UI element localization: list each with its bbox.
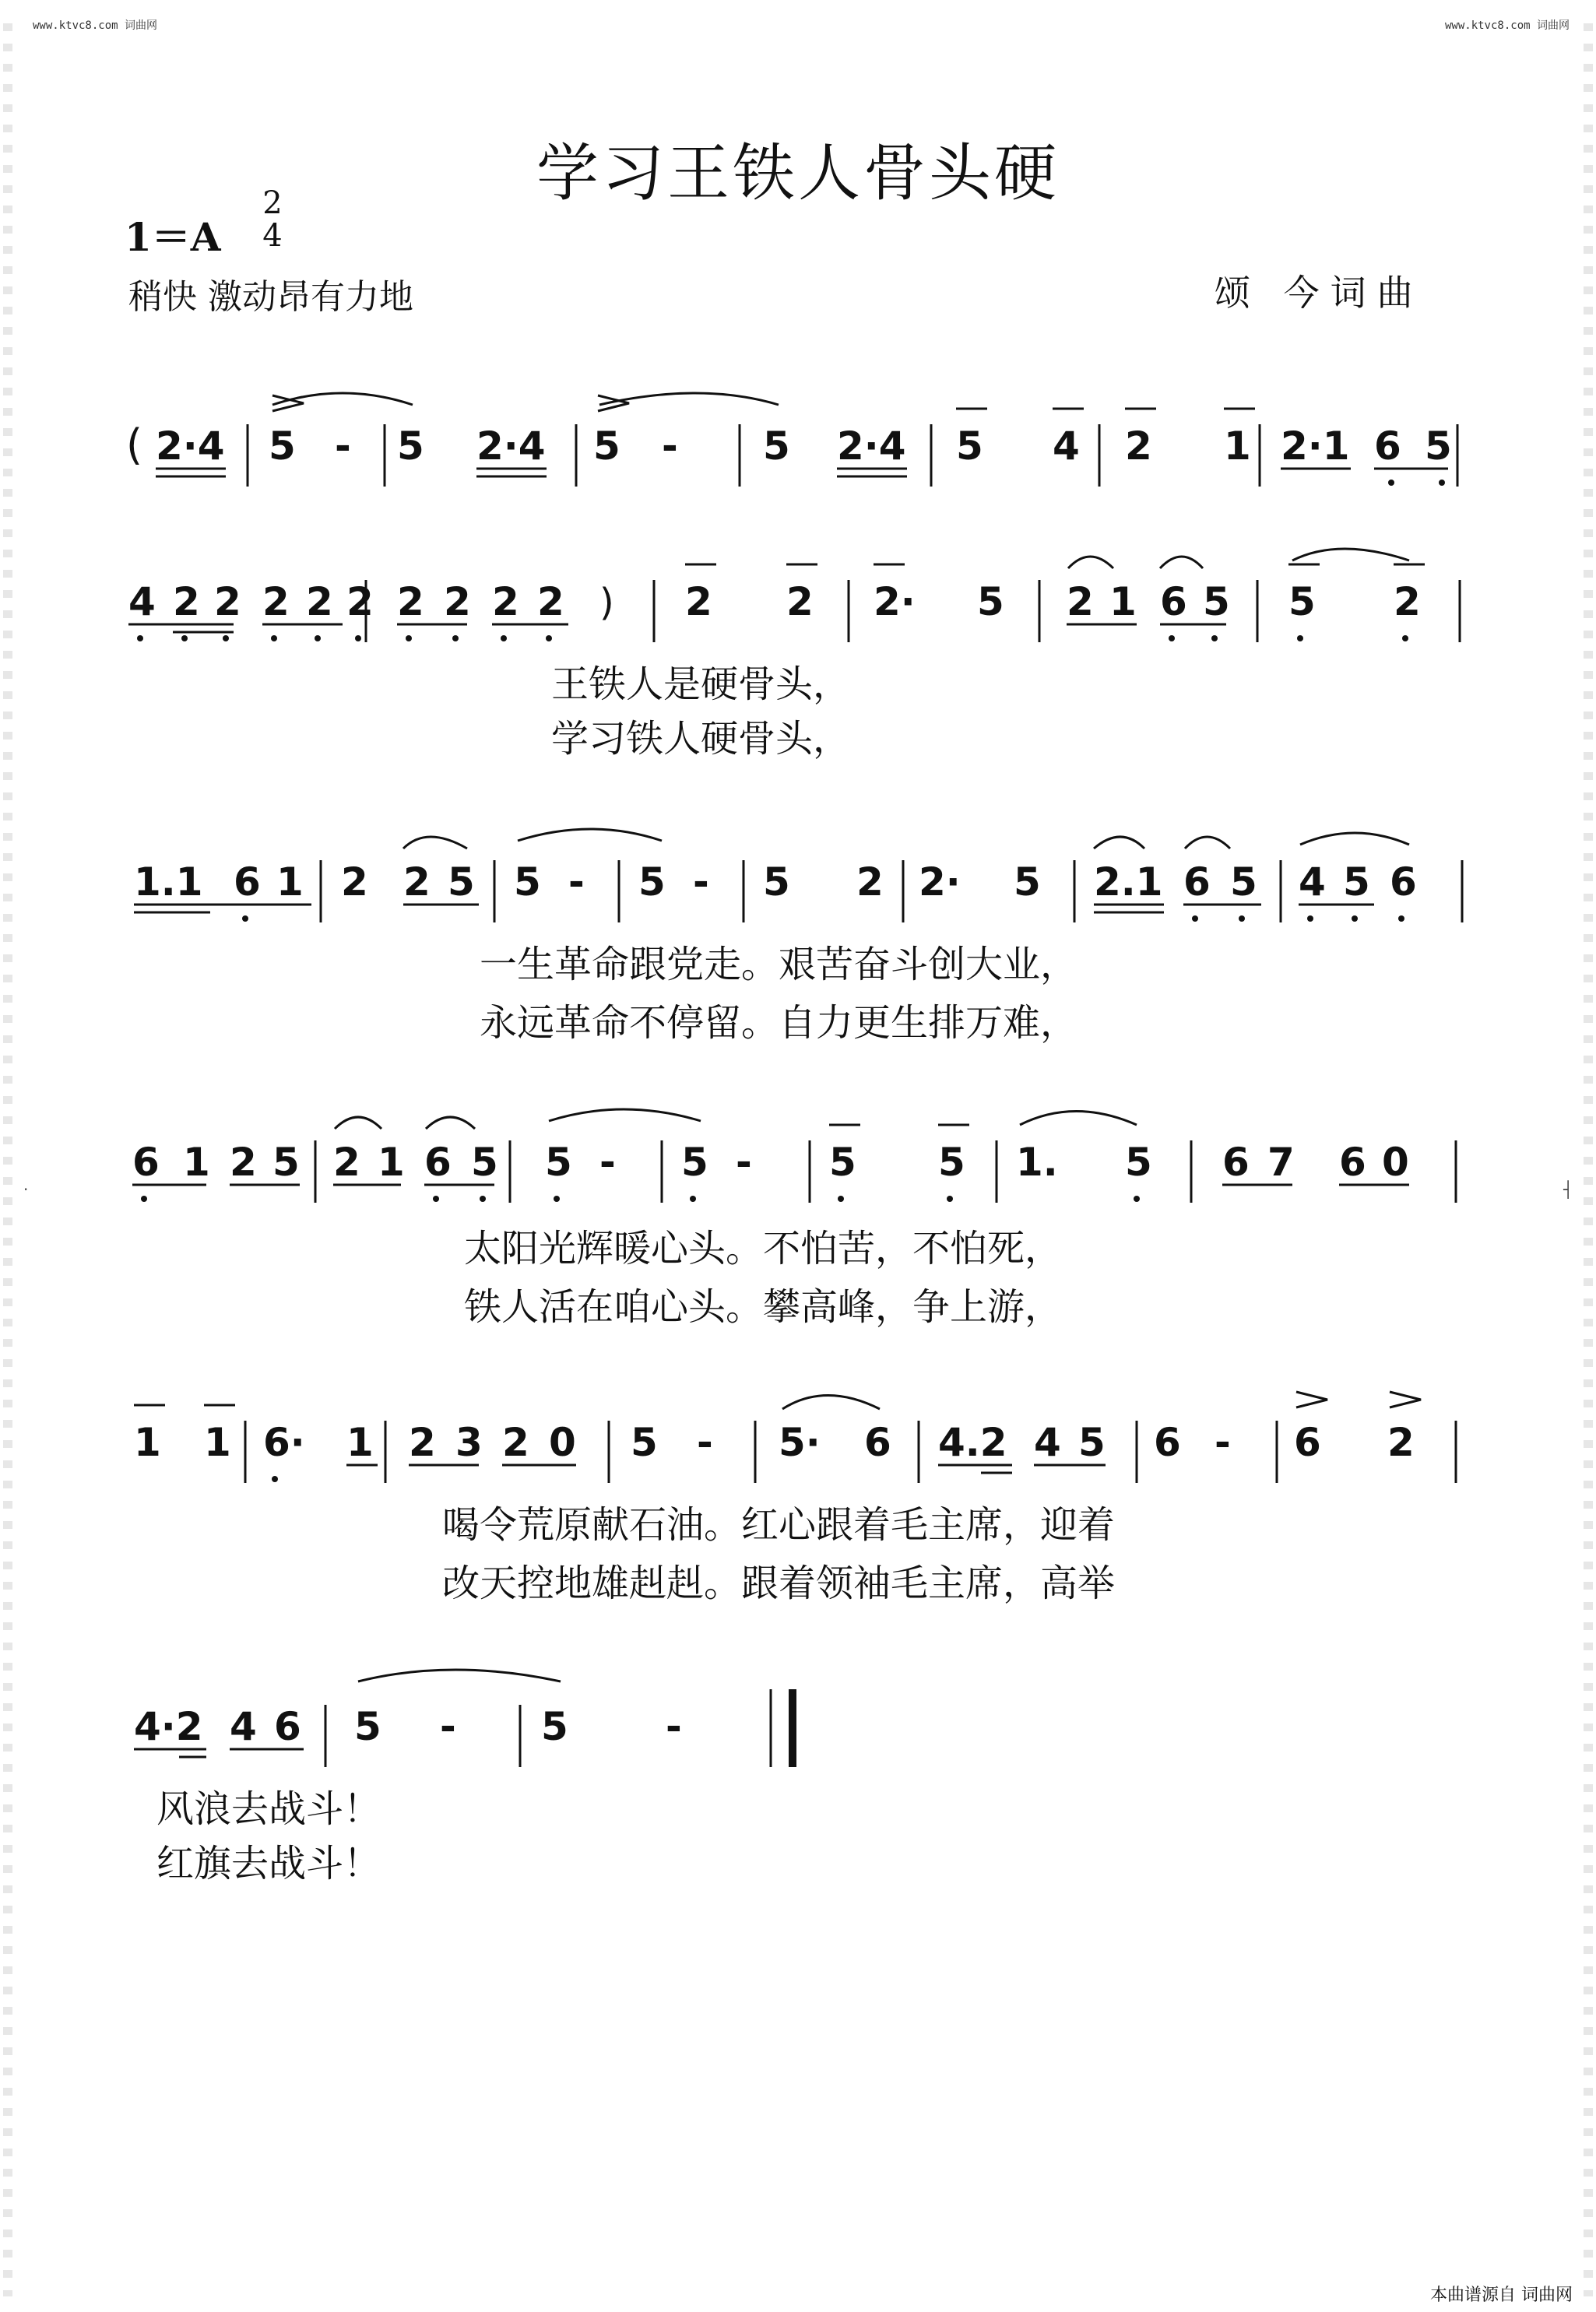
- key-signature: 1＝A: [125, 214, 221, 260]
- score-row-2-notation: [0, 560, 1596, 654]
- meter-bottom: 4: [262, 218, 283, 254]
- note-token: 5: [545, 1140, 572, 1185]
- note-token: 2: [230, 1140, 257, 1185]
- note-token: 2·: [919, 859, 961, 905]
- octave-dot: [480, 1196, 486, 1202]
- octave-dot: [690, 1196, 696, 1202]
- note-token: 1: [346, 1420, 374, 1465]
- note-token: 4: [128, 579, 156, 624]
- note-token: 7: [1267, 1140, 1295, 1185]
- score-row-5-notation: [0, 1401, 1596, 1495]
- lyric-line: 学习铁人硬骨头，: [550, 717, 851, 761]
- note-token: 2·: [874, 579, 916, 624]
- note-token: 5: [1203, 579, 1230, 624]
- header-left-site[interactable]: www.ktvc8.com 词曲网: [33, 19, 158, 32]
- octave-dot: [838, 1196, 844, 1202]
- slur: [1292, 549, 1409, 560]
- octave-dot: [1307, 915, 1313, 922]
- song-title: 学习王铁人骨头硬: [536, 137, 1060, 209]
- note-token: 2: [403, 859, 431, 905]
- note-token: 5: [541, 1704, 568, 1749]
- note-token: 2: [537, 579, 564, 624]
- note-token: 6: [1374, 423, 1401, 469]
- note-token: 2: [306, 579, 333, 624]
- note-token: 6: [1390, 859, 1417, 905]
- note-token: 1: [276, 859, 304, 905]
- octave-dot: [406, 635, 412, 641]
- note-token: 5: [1014, 859, 1041, 905]
- octave-dot: [1297, 635, 1303, 641]
- note-token: 5: [1230, 859, 1257, 905]
- slur: [1300, 833, 1409, 845]
- note-token: 2: [1067, 579, 1094, 624]
- note-token: 5: [1425, 423, 1452, 469]
- note-token: 5: [829, 1140, 856, 1185]
- score-row-2: [0, 560, 1596, 646]
- slur: [272, 393, 413, 405]
- lyric-row-1-v2: [0, 708, 1596, 761]
- lyric-line: 太阳光辉暖心头。不怕苦，不怕死，: [463, 1227, 1063, 1270]
- right-fold-mark: ┤: [1563, 1180, 1573, 1199]
- octave-dot: [1192, 915, 1198, 922]
- tempo-marking: 稍快 激动昂有力地: [128, 277, 413, 317]
- note-token: 2: [346, 579, 374, 624]
- note-token: 2: [333, 1140, 360, 1185]
- note-token: 5·: [779, 1420, 821, 1465]
- note-token: 4·2: [134, 1704, 203, 1749]
- note-token: 5: [1343, 859, 1370, 905]
- note-token: 6: [274, 1704, 301, 1749]
- octave-dot: [1169, 635, 1175, 641]
- slur: [426, 1117, 475, 1129]
- accent-mark: [1390, 1392, 1421, 1407]
- score-row-6-notation: [0, 1685, 1596, 1779]
- note-token: 5: [638, 859, 666, 905]
- lyric-row-1-v1: [0, 654, 1596, 706]
- note-token: -: [693, 859, 709, 905]
- lyric-row-2-v1: [0, 934, 1596, 986]
- slur: [335, 1117, 381, 1129]
- note-token: 5: [631, 1420, 658, 1465]
- octave-dot: [1402, 635, 1408, 641]
- note-token: 2: [1387, 1420, 1415, 1465]
- octave-dot: [554, 1196, 560, 1202]
- note-token: 6: [1154, 1420, 1181, 1465]
- note-token: 1: [204, 1420, 231, 1465]
- slur: [358, 1670, 561, 1681]
- note-token: 1: [183, 1140, 210, 1185]
- octave-dot: [355, 635, 361, 641]
- slur: [1020, 1112, 1137, 1126]
- note-token: -: [335, 423, 351, 469]
- slur: [1185, 837, 1230, 849]
- slur: [782, 1396, 880, 1410]
- lyric-row-4-v2: [0, 1553, 1596, 1605]
- note-token: -: [440, 1704, 456, 1749]
- lyric-line: 王铁人是硬骨头，: [550, 662, 851, 706]
- score-row-4: [0, 1121, 1596, 1207]
- note-token: 2: [397, 579, 424, 624]
- note-token: 6: [1222, 1140, 1250, 1185]
- lyric-row-5-v1: [0, 1779, 1596, 1831]
- note-token: 6: [234, 859, 261, 905]
- note-token: -: [1215, 1420, 1231, 1465]
- score-row-1: [0, 405, 1596, 490]
- octave-dot: [546, 635, 552, 641]
- note-token: 2: [685, 579, 712, 624]
- composer-credit: 颂 今词曲: [1215, 272, 1424, 314]
- note-token: 5: [763, 859, 790, 905]
- lyric-row-4-v1: [0, 1495, 1596, 1547]
- note-token: 2: [173, 579, 200, 624]
- slur: [1160, 557, 1203, 568]
- note-token: 6·: [263, 1420, 305, 1465]
- slur: [1068, 557, 1113, 568]
- lyric-line: 一生革命跟党走。艰苦奋斗创大业，: [479, 943, 1078, 986]
- note-token: 2: [341, 859, 368, 905]
- note-token: -: [666, 1704, 682, 1749]
- note-token: -: [662, 423, 678, 469]
- note-token: 5: [514, 859, 541, 905]
- octave-dot: [1398, 915, 1404, 922]
- note-token: -: [599, 1140, 616, 1185]
- slur: [1094, 837, 1144, 849]
- octave-dot: [1352, 915, 1358, 922]
- octave-dot: [501, 635, 507, 641]
- note-token: 1.1: [134, 859, 203, 905]
- note-token: 5: [956, 423, 983, 469]
- note-token: 1.: [1016, 1140, 1058, 1185]
- note-token: 5: [397, 423, 424, 469]
- score-row-3: [0, 841, 1596, 926]
- note-token: 2: [502, 1420, 529, 1465]
- octave-dot: [223, 635, 229, 641]
- octave-dot: [1388, 480, 1394, 486]
- note-token: 4: [1299, 859, 1326, 905]
- note-token: 4: [1034, 1420, 1061, 1465]
- score-row-3-notation: [0, 841, 1596, 934]
- note-token: 2: [492, 579, 519, 624]
- lyric-line: 红旗去战斗！: [156, 1842, 381, 1885]
- note-token: 2·4: [156, 423, 225, 469]
- lyric-row-3-v2: [0, 1277, 1596, 1329]
- note-token: 2·1: [1281, 423, 1350, 469]
- slur: [403, 837, 467, 849]
- octave-dot: [1239, 915, 1245, 922]
- note-token: 2: [1394, 579, 1421, 624]
- note-token: 1: [1109, 579, 1137, 624]
- note-token: 6: [1160, 579, 1187, 624]
- accent-mark: [1296, 1392, 1327, 1407]
- octave-dot: [137, 635, 143, 641]
- note-token: 1: [1224, 423, 1251, 469]
- note-token: 4: [1053, 423, 1080, 469]
- note-token: 2: [856, 859, 884, 905]
- note-token: 5: [1078, 1420, 1106, 1465]
- score-row-4-notation: [0, 1121, 1596, 1214]
- note-token: 0: [1382, 1140, 1409, 1185]
- note-token: 6: [1339, 1140, 1366, 1185]
- octave-dot: [433, 1196, 439, 1202]
- octave-dot: [1439, 480, 1445, 486]
- slur: [549, 1109, 701, 1121]
- note-token: 6: [864, 1420, 891, 1465]
- note-token: 6: [1183, 859, 1211, 905]
- note-token: 1: [134, 1420, 161, 1465]
- note-token: 5: [471, 1140, 498, 1185]
- note-token: -: [697, 1420, 713, 1465]
- score-row-1-notation: [0, 405, 1596, 498]
- note-token: 2: [409, 1420, 436, 1465]
- octave-dot: [271, 635, 277, 641]
- footer-source-note[interactable]: 本曲谱源自 词曲网: [1430, 2286, 1573, 2305]
- octave-dot: [315, 635, 321, 641]
- note-token: 5: [1125, 1140, 1152, 1185]
- note-token: 2: [214, 579, 241, 624]
- note-token: 2·4: [476, 423, 546, 469]
- note-token: 5: [681, 1140, 708, 1185]
- octave-dot: [141, 1196, 147, 1202]
- octave-dot: [947, 1196, 953, 1202]
- note-token: 2: [1125, 423, 1152, 469]
- slur: [518, 829, 662, 841]
- note-token: 5: [354, 1704, 381, 1749]
- note-token: 6: [132, 1140, 160, 1185]
- octave-dot: [181, 635, 188, 641]
- lyric-line: 铁人活在咱心头。攀高峰，争上游，: [463, 1285, 1063, 1329]
- lyric-line: 改天控地雄赳赳。跟着领袖毛主席，高举: [441, 1562, 1116, 1605]
- time-signature: [257, 187, 288, 252]
- header-right-site[interactable]: www.ktvc8.com 词曲网: [1444, 19, 1570, 32]
- lyric-row-3-v1: [0, 1218, 1596, 1270]
- note-token: -: [568, 859, 585, 905]
- note-token: 2: [786, 579, 814, 624]
- note-token: 2.1: [1094, 859, 1163, 905]
- note-token: 5: [448, 859, 475, 905]
- note-token: 0: [549, 1420, 576, 1465]
- lyric-line: 风浪去战斗！: [156, 1787, 381, 1831]
- lyric-line: 永远革命不停留。自力更生排万难，: [479, 1001, 1078, 1045]
- note-token: 5: [1288, 579, 1316, 624]
- score-row-5: [0, 1401, 1596, 1487]
- note-token: 6: [1294, 1420, 1321, 1465]
- note-token: 4.2: [938, 1420, 1007, 1465]
- score-row-6: [0, 1685, 1596, 1771]
- lyric-line: 喝令荒原献石油。红心跟着毛主席，迎着: [441, 1503, 1116, 1547]
- octave-dot: [452, 635, 459, 641]
- octave-dot: [272, 1476, 278, 1482]
- note-token: (: [126, 420, 143, 469]
- note-token: 4: [230, 1704, 257, 1749]
- octave-dot: [242, 915, 248, 922]
- note-token: 5: [977, 579, 1004, 624]
- octave-dot: [1211, 635, 1218, 641]
- lyric-row-2-v2: [0, 993, 1596, 1045]
- note-token: 5: [272, 1140, 300, 1185]
- note-token: 3: [455, 1420, 483, 1465]
- note-token: 2: [262, 579, 290, 624]
- note-token: 5: [938, 1140, 965, 1185]
- note-token: 1: [378, 1140, 405, 1185]
- lyric-row-5-v2: [0, 1833, 1596, 1885]
- note-token: -: [736, 1140, 752, 1185]
- note-token: 2·4: [837, 423, 906, 469]
- octave-dot: [1134, 1196, 1140, 1202]
- left-fold-mark: ·: [23, 1180, 29, 1199]
- note-token: 5: [763, 423, 790, 469]
- note-token: 2: [444, 579, 471, 624]
- meter-top: 2: [262, 185, 283, 221]
- note-token: 6: [424, 1140, 452, 1185]
- note-token: 5: [269, 423, 296, 469]
- note-token: 5: [593, 423, 620, 469]
- note-token: ): [599, 581, 614, 624]
